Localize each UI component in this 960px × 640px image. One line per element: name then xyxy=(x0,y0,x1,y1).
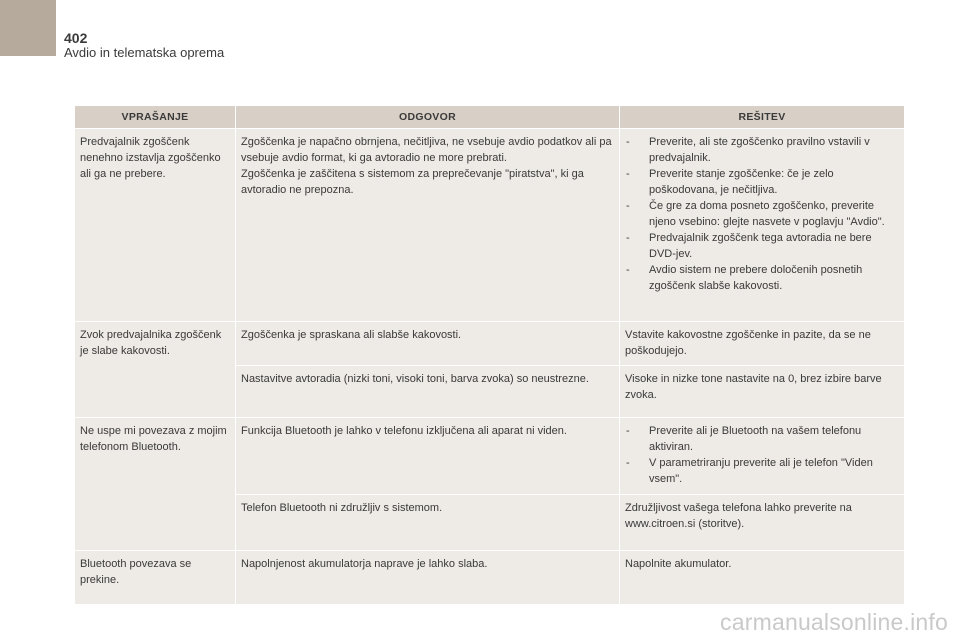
solution-list-item: - Preverite stanje zgoščenke: če je zelo poškodovana, je nečitljiva. xyxy=(625,166,900,198)
answer-text: Napolnjenost akumulatorja naprave je lahko slaba. xyxy=(241,558,488,570)
solution-cell xyxy=(620,551,905,605)
solution-cell xyxy=(620,129,905,322)
solution-cell xyxy=(620,322,905,366)
solution-text: Visoke in nizke tone nastavite na 0, brez izbire barve zvoka. xyxy=(625,373,882,401)
solution-list-item: - Avdio sistem ne prebere določenih posnetih zgoščenk slabše kakovosti. xyxy=(625,262,900,294)
solution-text: Združljivost vašega telefona lahko preverite na www.citroen.si (storitve). xyxy=(625,502,852,530)
question-cell xyxy=(75,418,236,551)
page-number: 402 xyxy=(64,30,88,46)
question-text: Ne uspe mi povezava z mojim telefonom Bluetooth. xyxy=(80,425,227,453)
answer-text: Funkcija Bluetooth je lahko v telefonu izključena ali aparat ni viden. xyxy=(241,425,567,437)
solution-list-item: - V parametriranju preverite ali je telefon "Viden vsem". xyxy=(625,455,900,487)
solution-cell xyxy=(620,366,905,418)
section-title: Avdio in telematska oprema xyxy=(64,45,225,60)
solution-text: Napolnite akumulator. xyxy=(625,558,732,570)
question-cell xyxy=(75,551,236,605)
table-header-row xyxy=(75,106,905,129)
solution-cell xyxy=(620,495,905,551)
solution-list-item: - Predvajalnik zgoščenk tega avtoradia ne bere DVD-jev. xyxy=(625,230,900,262)
corner-tab xyxy=(0,0,56,56)
answer-cell xyxy=(236,418,620,495)
solution-list xyxy=(625,134,900,294)
header-answer: ODGOVOR xyxy=(236,106,620,129)
table-row xyxy=(75,551,905,605)
header-solution: REŠITEV xyxy=(620,106,905,129)
solution-list-item: - Če gre za doma posneto zgoščenko, preverite njeno vsebino: glejte nasvete v poglavju "Avdio". xyxy=(625,198,900,230)
question-cell xyxy=(75,129,236,322)
solution-text: Vstavite kakovostne zgoščenke in pazite, da se ne poškodujejo. xyxy=(625,329,871,357)
troubleshooting-table xyxy=(74,105,905,605)
question-text: Zvok predvajalnika zgoščenk je slabe kakovosti. xyxy=(80,329,222,357)
solution-list-item: - Preverite ali je Bluetooth na vašem telefonu aktiviran. xyxy=(625,423,900,455)
watermark: carmanualsonline.info xyxy=(720,609,948,635)
question-text: Predvajalnik zgoščenk nenehno izstavlja zgoščenko ali ga ne prebere. xyxy=(80,136,221,180)
solution-list-item: - Preverite, ali ste zgoščenko pravilno vstavili v predvajalnik. xyxy=(625,134,900,166)
answer-cell xyxy=(236,129,620,322)
answer-cell xyxy=(236,495,620,551)
solution-cell xyxy=(620,418,905,495)
question-cell xyxy=(75,322,236,418)
answer-text: Zgoščenka je spraskana ali slabše kakovosti. xyxy=(241,329,462,341)
table-row xyxy=(75,129,905,322)
answer-text: Telefon Bluetooth ni združljiv s sistemom. xyxy=(241,502,443,514)
answer-cell xyxy=(236,551,620,605)
solution-list xyxy=(625,423,900,487)
answer-text: Zgoščenka je napačno obrnjena, nečitljiva, ne vsebuje avdio podatkov ali pa vsebuje avdio format, ki ga avtoradio ne more prebrati. Zgoščenka je zaščitena s sistemom za preprečevanje "piratstva", ki ga avtoradio ne prepozna. xyxy=(241,136,612,196)
question-text: Bluetooth povezava se prekine. xyxy=(80,558,192,586)
answer-cell xyxy=(236,322,620,366)
header-question: VPRAŠANJE xyxy=(75,106,236,129)
answer-text: Nastavitve avtoradia (nizki toni, visoki toni, barva zvoka) so neustrezne. xyxy=(241,373,589,385)
table-row xyxy=(75,322,905,366)
table-row xyxy=(75,418,905,495)
answer-cell xyxy=(236,366,620,418)
